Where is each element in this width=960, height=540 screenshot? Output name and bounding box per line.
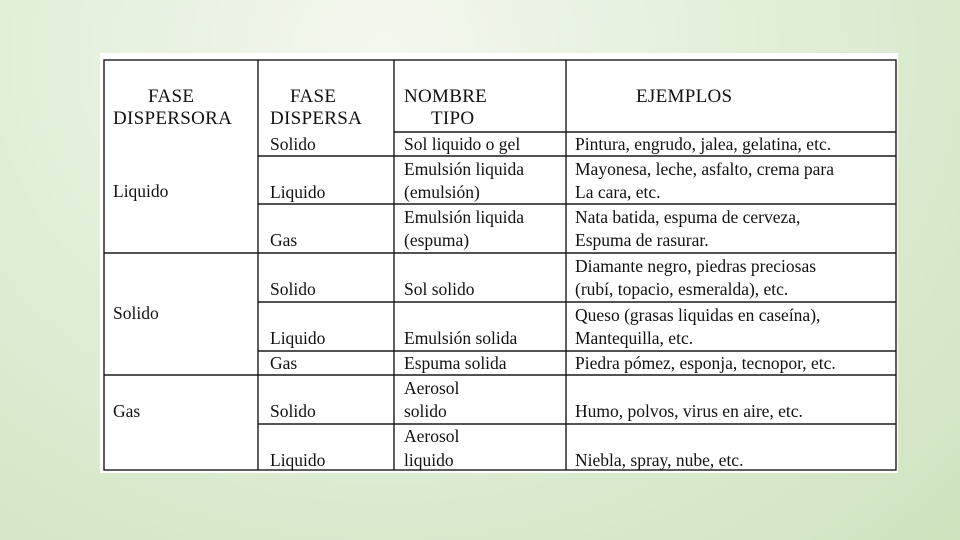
row-2-ejemplos-line1: Mayonesa, leche, asfalto, crema para — [575, 159, 834, 179]
row-7-nombre-tipo-line1: Aerosol — [404, 378, 460, 398]
row-5-fase-dispersa: Liquido — [270, 328, 326, 348]
row-1-nombre-tipo-line1: Sol liquido o gel — [404, 134, 521, 154]
header-nombre-tipo-line1: NOMBRE — [404, 86, 488, 107]
row-5-nombre-tipo-line1: Emulsión solida — [404, 328, 518, 348]
table-text — [113, 86, 836, 470]
row-2-nombre-tipo-line1: Emulsión liquida — [404, 159, 525, 179]
row-6-ejemplos-line1: Piedra pómez, esponja, tecnopor, etc. — [575, 353, 836, 373]
row-3-nombre-tipo-line1: Emulsión liquida — [404, 207, 525, 227]
header-fase-dispersora-line1: FASE — [148, 86, 195, 107]
group-label-liquido: Liquido — [113, 181, 169, 201]
header-fase-dispersora-line2: DISPERSORA — [113, 108, 233, 129]
row-5-ejemplos-line1: Queso (grasas liquidas en caseína), — [575, 305, 821, 325]
row-6-nombre-tipo-line1: Espuma solida — [404, 353, 507, 373]
header-ejemplos: EJEMPLOS — [636, 86, 733, 107]
row-4-ejemplos-line1: Diamante negro, piedras preciosas — [575, 256, 817, 276]
row-3-ejemplos-line2: Espuma de rasurar. — [575, 230, 709, 250]
row-7-nombre-tipo-line2: solido — [404, 401, 447, 421]
row-2-ejemplos-line2: La cara, etc. — [575, 182, 661, 202]
row-8-nombre-tipo-line1: Aerosol — [404, 426, 460, 446]
row-1-fase-dispersa: Solido — [270, 134, 316, 154]
row-7-fase-dispersa: Solido — [270, 401, 316, 421]
row-4-ejemplos-line2: (rubí, topacio, esmeralda), etc. — [575, 279, 789, 299]
row-2-fase-dispersa: Liquido — [270, 182, 326, 202]
row-8-nombre-tipo-line2: liquido — [404, 450, 454, 470]
header-fase-dispersa-line2: DISPERSA — [270, 108, 363, 129]
row-3-nombre-tipo-line2: (espuma) — [404, 230, 470, 250]
row-4-nombre-tipo-line1: Sol solido — [404, 279, 475, 299]
row-1-ejemplos-line1: Pintura, engrudo, jalea, gelatina, etc. — [575, 134, 832, 154]
row-6-fase-dispersa: Gas — [270, 353, 298, 373]
row-7-ejemplos-line1: Humo, polvos, virus en aire, etc. — [575, 401, 803, 421]
dispersion-table-image — [100, 53, 898, 473]
row-3-fase-dispersa: Gas — [270, 230, 298, 250]
dispersion-table — [100, 53, 898, 473]
row-5-ejemplos-line2: Mantequilla, etc. — [575, 328, 694, 348]
row-3-ejemplos-line1: Nata batida, espuma de cerveza, — [575, 207, 801, 227]
row-2-nombre-tipo-line2: (emulsión) — [404, 182, 480, 202]
row-8-ejemplos-line1: Niebla, spray, nube, etc. — [575, 450, 744, 470]
group-label-solido: Solido — [113, 303, 159, 323]
header-nombre-tipo-line2: TIPO — [431, 108, 475, 129]
row-8-fase-dispersa: Liquido — [270, 450, 326, 470]
row-4-fase-dispersa: Solido — [270, 279, 316, 299]
header-fase-dispersa-line1: FASE — [290, 86, 337, 107]
group-label-gas: Gas — [113, 401, 141, 421]
